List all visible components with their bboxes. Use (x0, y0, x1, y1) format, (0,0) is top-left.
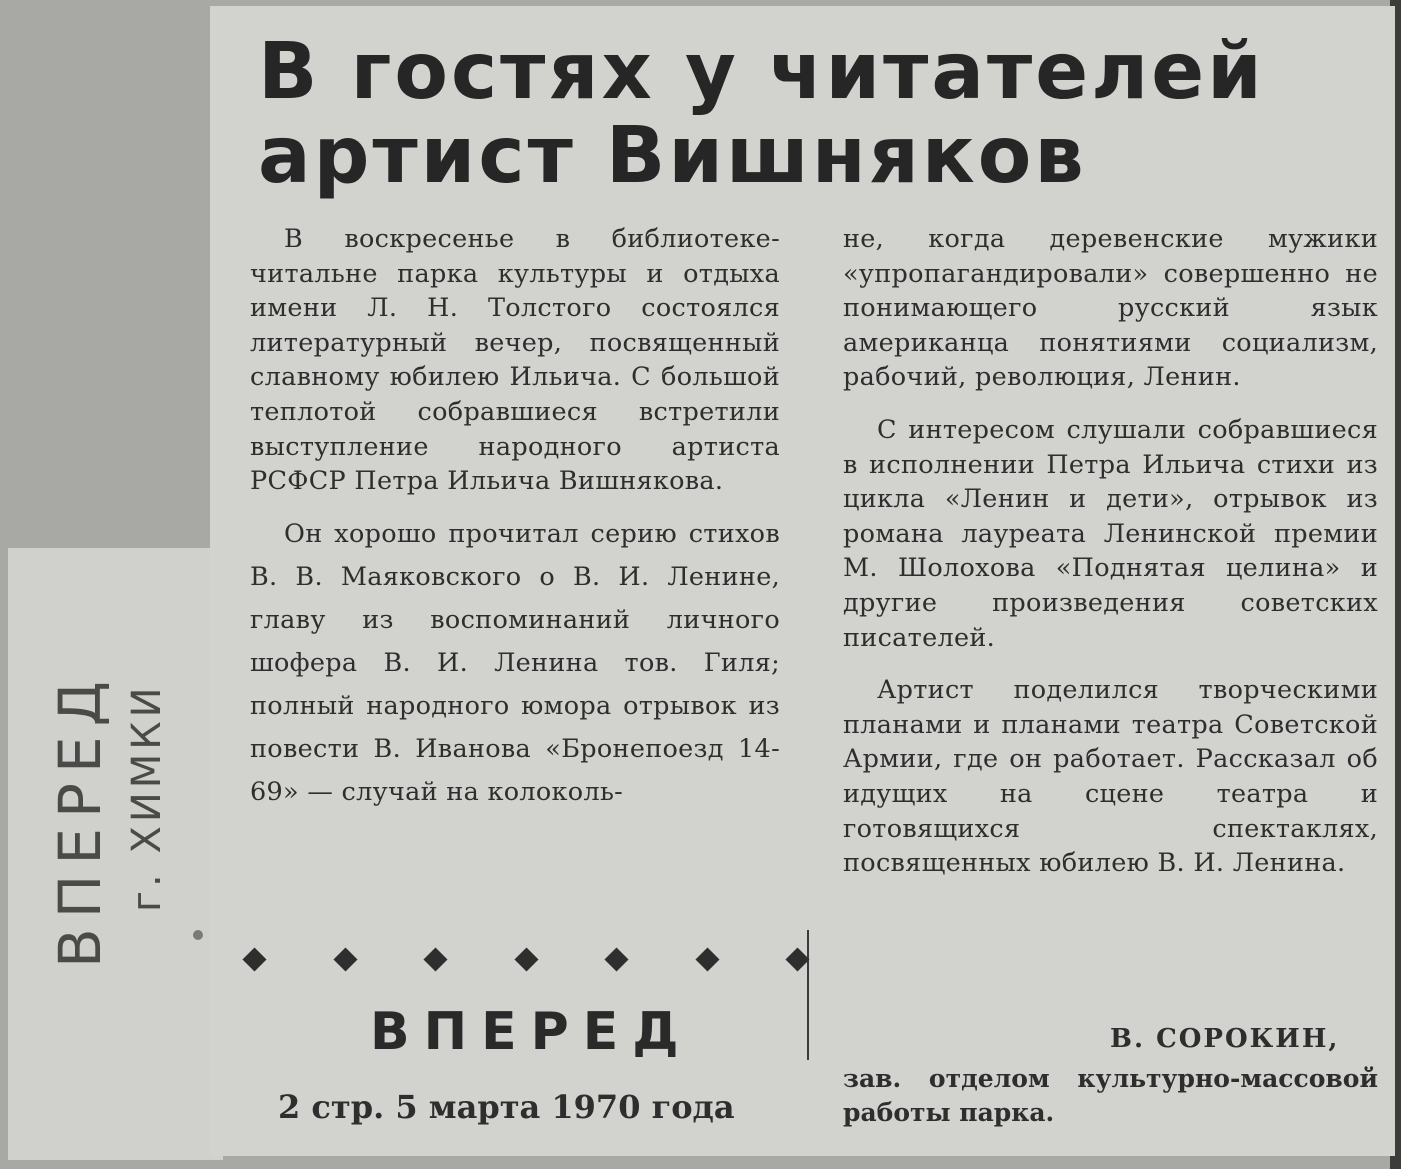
right-paragraph-3: Артист поделился творческими планами и планами театра Советской Армии, где он работает. Рассказал об идущих на сцене театра и готовящихся спектаклях, посвященных юбилею В. И. Ленина. (843, 675, 1378, 879)
side-clipping (8, 548, 223, 1160)
author-role: зав. отделом культурно-массовой работы парка. (843, 1064, 1378, 1127)
right-paragraph-1: не, когда деревенские мужики «упропагандировали» совершенно не понимающего русский язык американца понятиями социализм, рабочий, революция, Ленин. (843, 224, 1378, 393)
left-column (250, 222, 780, 814)
diamond-ornament (423, 947, 447, 971)
right-paragraph-2: С интересом слушали собравшиеся в исполнении Петра Ильича стихи из цикла «Ленин и дети», отрывок из романа лауреата Ленинской премии М. Шолохова «Поднятая целина» и другие произведения советских писателей. (843, 414, 1378, 653)
column-rule (807, 930, 809, 1060)
article-headline: В гостях у читателей артист Вишняков (258, 27, 1265, 201)
diamond-ornament (604, 947, 628, 971)
diamond-ornament (514, 947, 538, 971)
side-newspaper-name: ВПЕРЕД (46, 671, 114, 968)
masthead-dateline: 2 стр. 5 марта 1970 года (278, 1088, 735, 1126)
diamond-ornament (785, 947, 809, 971)
diamond-ornament (333, 947, 357, 971)
ornament-row (246, 944, 806, 974)
left-paragraph-1: В воскресенье в библиотеке-читальне парка культуры и отдыха имени Л. Н. Толстого состоялся литературный вечер, посвященный славному юбилею Ильича. С большой теплотой собравшиеся встретили выступление народного артиста РСФСР Петра Ильича Вишнякова. (250, 224, 780, 497)
diamond-ornament (242, 947, 266, 971)
left-paragraph-2: Он хорошо прочитал серию стихов В. В. Маяковского о В. И. Ленине, главу из воспоминаний личного шофера В. И. Ленина тов. Гиля; полный народного юмора отрывок из повести В. Иванова «Бронепоезд 14-69» — случай на колоколь- (250, 518, 780, 807)
diamond-ornament (695, 947, 719, 971)
right-column (843, 222, 1378, 881)
masthead-title: ВПЕРЕД (370, 1002, 693, 1062)
print-speck (193, 930, 203, 940)
author-signature: В. СОРОКИН, (1110, 1024, 1340, 1054)
side-city-name: г. ХИМКИ (124, 683, 170, 912)
